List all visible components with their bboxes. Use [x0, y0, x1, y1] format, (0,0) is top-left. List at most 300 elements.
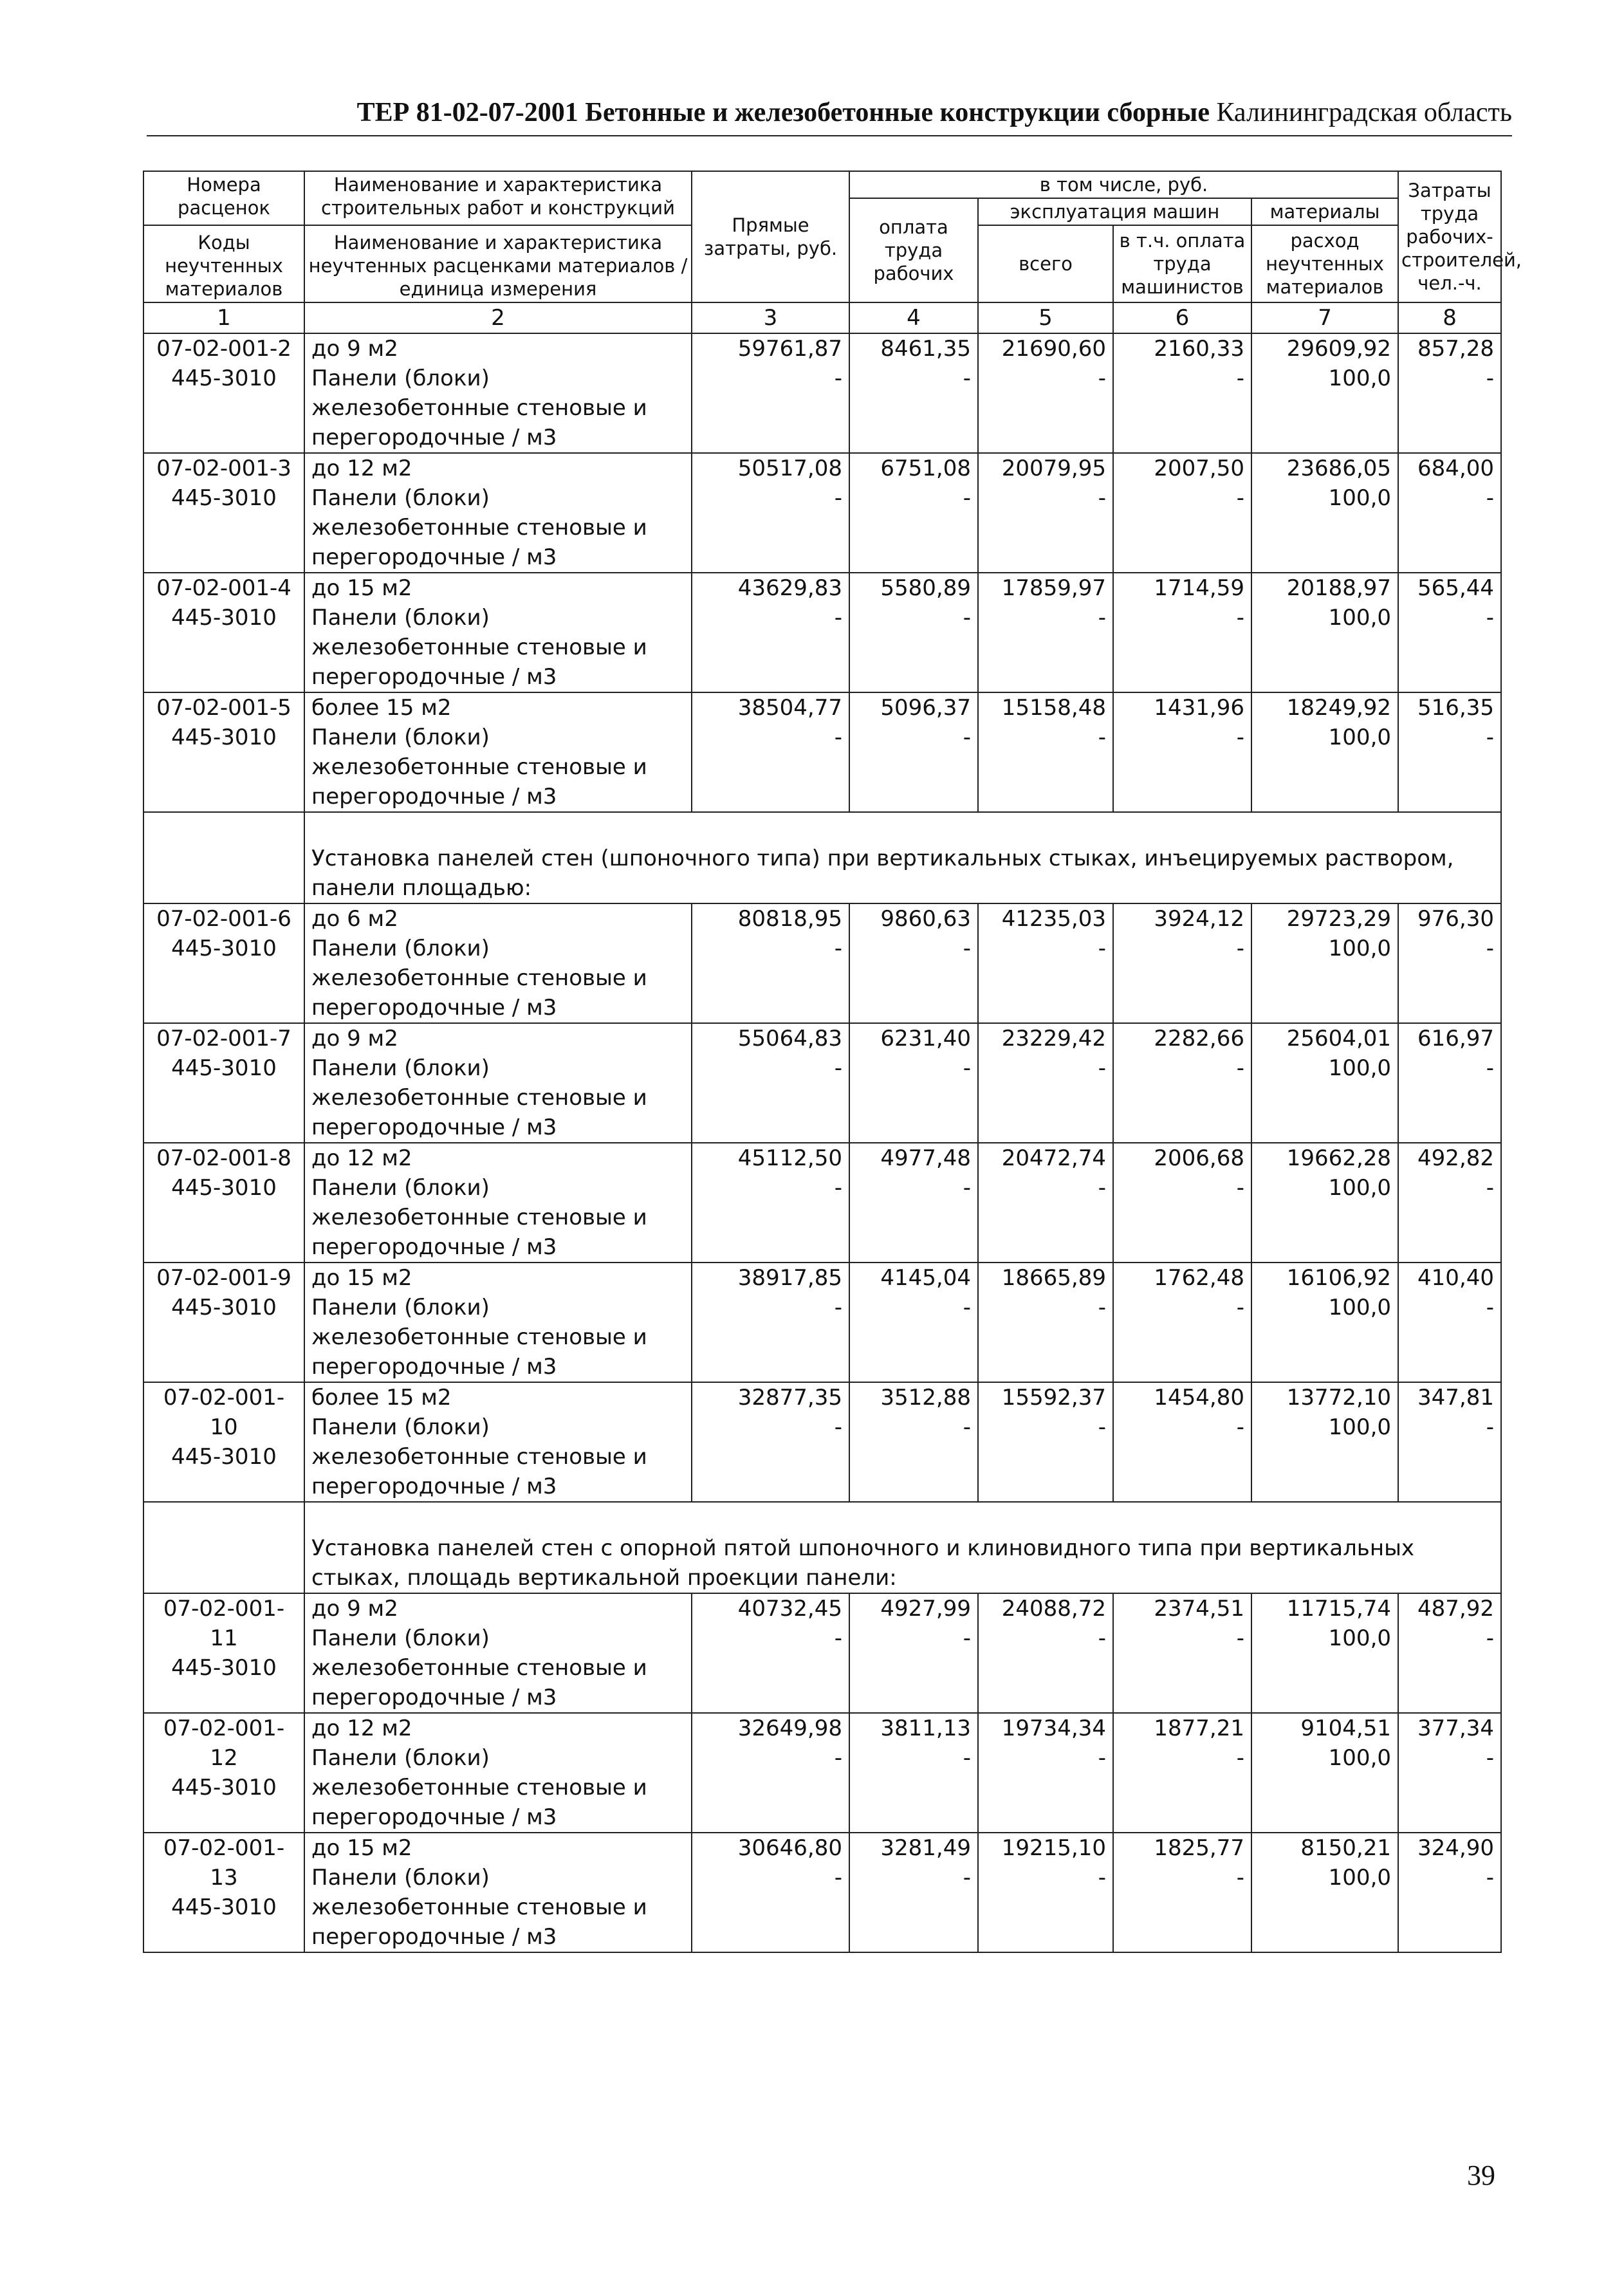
machine-wages-value: 1762,48	[1154, 1265, 1244, 1291]
material-dash: -	[963, 1745, 971, 1771]
machine-wages-value: 1454,80	[1154, 1385, 1244, 1411]
material-name-line: Панели (блоки)	[311, 605, 490, 631]
section-title: Установка панелей стен с опорной пятой шпоночного и клиновидного типа при вертикальных стыках, площадь вертикальной проекции панели:	[304, 1502, 1501, 1593]
material-dash: -	[1098, 1625, 1106, 1651]
rate-row	[143, 573, 1501, 692]
material-dash: -	[963, 1295, 971, 1320]
material-code: 445-3010	[171, 936, 277, 961]
material-dash: -	[1236, 1055, 1244, 1081]
rate-name-cell	[304, 692, 692, 812]
rate-name-cell	[304, 1382, 692, 1502]
material-code: 445-3010	[171, 365, 277, 391]
direct-costs-header: Прямые затраты, руб.	[692, 171, 849, 302]
labor-costs-value: 377,34	[1417, 1716, 1495, 1741]
material-dash: -	[1486, 725, 1495, 750]
material-dash: -	[834, 1414, 842, 1440]
material-consumption: 100,0	[1328, 936, 1392, 961]
material-name-line: Панели (блоки)	[311, 1414, 490, 1440]
direct-costs-cell	[692, 1593, 849, 1713]
material-name-line: Панели (блоки)	[311, 725, 490, 750]
material-dash: -	[1486, 1865, 1495, 1891]
direct-costs-cell	[692, 333, 849, 453]
machine-total-value: 18665,89	[1001, 1265, 1106, 1291]
machine-header: эксплуатация машин	[978, 198, 1251, 225]
material-name-line: железобетонные стеновые и	[311, 515, 647, 541]
rate-row	[143, 1263, 1501, 1382]
machine-wages-value: 2282,66	[1154, 1026, 1244, 1051]
material-dash: -	[1486, 1295, 1495, 1320]
direct-costs-value: 32877,35	[737, 1385, 842, 1411]
material-consumption: 100,0	[1328, 1295, 1392, 1320]
material-name-line: перегородочные / м3	[311, 1115, 557, 1140]
material-code: 445-3010	[171, 1295, 277, 1320]
material-name-line: перегородочные / м3	[311, 1685, 557, 1710]
material-code: 445-3010	[171, 1055, 277, 1081]
material-dash: -	[1486, 485, 1495, 511]
materials-cost-value: 23686,05	[1286, 456, 1392, 481]
rate-name-cell	[304, 333, 692, 453]
materials-cost-value: 18249,92	[1286, 695, 1392, 721]
material-name-line: перегородочные / м3	[311, 784, 557, 810]
machine-wages-value: 2374,51	[1154, 1596, 1244, 1622]
rate-name: более 15 м2	[311, 695, 452, 721]
materials-cost-value: 16106,92	[1286, 1265, 1392, 1291]
header-title: ТЕР 81-02-07-2001 Бетонные и железобетонные конструкции сборные	[356, 98, 1210, 127]
material-code: 445-3010	[171, 1655, 277, 1681]
machine-total-value: 15158,48	[1001, 695, 1106, 721]
material-dash: -	[1098, 365, 1106, 391]
rate-name-cell	[304, 1263, 692, 1382]
direct-costs-cell	[692, 1143, 849, 1263]
direct-costs-value: 30646,80	[737, 1835, 842, 1861]
wages-value: 3281,49	[880, 1835, 971, 1861]
section-title-empty	[143, 1502, 304, 1593]
material-dash: -	[1098, 1865, 1106, 1891]
materials-cost-cell	[1251, 903, 1398, 1023]
wages-value: 3811,13	[880, 1716, 971, 1741]
rate-code: 07-02-001-5	[156, 695, 291, 721]
material-dash: -	[1098, 605, 1106, 631]
wages-value: 9860,63	[880, 906, 971, 932]
rate-row	[143, 1023, 1501, 1143]
wages-value: 4145,04	[880, 1265, 971, 1291]
material-name-line: перегородочные / м3	[311, 1354, 557, 1380]
material-dash: -	[834, 1175, 842, 1201]
labor-costs-cell	[1398, 573, 1501, 692]
labor-costs-value: 616,97	[1417, 1026, 1495, 1051]
machine-wages-header: в т.ч. оплата труда машинистов	[1113, 225, 1251, 302]
material-dash: -	[963, 605, 971, 631]
table-header	[143, 171, 1522, 333]
direct-costs-value: 59761,87	[737, 336, 842, 362]
rate-code-cell	[143, 1382, 304, 1502]
material-name-line: перегородочные / м3	[311, 1924, 557, 1950]
materials-cost-value: 25604,01	[1286, 1026, 1392, 1051]
direct-costs-value: 32649,98	[737, 1716, 842, 1741]
materials-cost-value: 19662,28	[1286, 1145, 1392, 1171]
material-dash: -	[963, 1414, 971, 1440]
material-dash: -	[1236, 1175, 1244, 1201]
wages-cell	[849, 903, 978, 1023]
material-dash: -	[1098, 1295, 1106, 1320]
material-code: 445-3010	[171, 1175, 277, 1201]
machine-wages-cell	[1113, 453, 1251, 573]
material-dash: -	[1098, 1745, 1106, 1771]
direct-costs-cell	[692, 692, 849, 812]
material-name-line: перегородочные / м3	[311, 1474, 557, 1499]
rate-row	[143, 453, 1501, 573]
direct-costs-cell	[692, 1833, 849, 1952]
rate-row	[143, 1593, 1501, 1713]
material-dash: -	[1486, 1414, 1495, 1440]
material-consumption: 100,0	[1328, 725, 1392, 750]
material-code: 445-3010	[171, 1894, 277, 1920]
rate-code-cell	[143, 573, 304, 692]
rate-row	[143, 1382, 1501, 1502]
labor-costs-cell	[1398, 1593, 1501, 1713]
material-consumption: 100,0	[1328, 1414, 1392, 1440]
machine-wages-value: 1714,59	[1154, 575, 1244, 601]
material-dash: -	[1236, 1625, 1244, 1651]
material-name-line: железобетонные стеновые и	[311, 1655, 647, 1681]
machine-total-cell	[978, 453, 1113, 573]
machine-total-value: 15592,37	[1001, 1385, 1106, 1411]
section-title: Установка панелей стен (шпоночного типа) при вертикальных стыках, инъецируемых раствором, панели площадью:	[304, 812, 1501, 903]
machine-wages-value: 1877,21	[1154, 1716, 1244, 1741]
rate-row	[143, 1143, 1501, 1263]
materials-cost-value: 8150,21	[1300, 1835, 1392, 1861]
labor-costs-cell	[1398, 1382, 1501, 1502]
material-name-line: Панели (блоки)	[311, 1175, 490, 1201]
wages-value: 3512,88	[880, 1385, 971, 1411]
rate-name: до 15 м2	[311, 575, 412, 601]
wages-cell	[849, 1593, 978, 1713]
machine-wages-cell	[1113, 1143, 1251, 1263]
material-name-line: перегородочные / м3	[311, 1804, 557, 1830]
section-title-empty	[143, 812, 304, 903]
machine-wages-value: 2007,50	[1154, 456, 1244, 481]
wages-value: 5580,89	[880, 575, 971, 601]
rate-code-cell	[143, 903, 304, 1023]
material-dash: -	[834, 1295, 842, 1320]
rate-row	[143, 1833, 1501, 1952]
rate-name: до 12 м2	[311, 1145, 412, 1171]
direct-costs-cell	[692, 1382, 849, 1502]
direct-costs-value: 45112,50	[737, 1145, 842, 1171]
rate-name-cell	[304, 453, 692, 573]
machine-total-value: 41235,03	[1001, 906, 1106, 932]
name-header-bottom: Наименование и характеристика неучтенных расценками материалов / единица измерения	[304, 225, 692, 302]
column-numbers-row	[143, 302, 1501, 333]
col-number: 7	[1251, 302, 1398, 333]
wages-cell	[849, 1143, 978, 1263]
materials-cost-value: 9104,51	[1300, 1716, 1392, 1741]
page-number: 39	[1467, 2160, 1495, 2191]
rate-name: более 15 м2	[311, 1385, 452, 1411]
direct-costs-value: 50517,08	[737, 456, 842, 481]
col-number: 2	[304, 302, 692, 333]
material-dash: -	[963, 1175, 971, 1201]
machine-wages-value: 2006,68	[1154, 1145, 1244, 1171]
wages-header: оплата труда рабочих	[849, 198, 978, 302]
col-number: 4	[849, 302, 978, 333]
col-number: 5	[978, 302, 1113, 333]
wages-value: 6231,40	[880, 1026, 971, 1051]
machine-total-cell	[978, 1382, 1113, 1502]
material-consumption: 100,0	[1328, 605, 1392, 631]
material-name-line: перегородочные / м3	[311, 425, 557, 450]
col-number: 1	[143, 302, 304, 333]
machine-total-value: 17859,97	[1001, 575, 1106, 601]
labor-costs-cell	[1398, 1713, 1501, 1833]
material-dash: -	[1098, 485, 1106, 511]
material-code: 445-3010	[171, 1775, 277, 1800]
direct-costs-cell	[692, 1263, 849, 1382]
material-name-line: Панели (блоки)	[311, 1745, 490, 1771]
wages-value: 5096,37	[880, 695, 971, 721]
material-name-line: перегородочные / м3	[311, 995, 557, 1021]
material-dash: -	[834, 485, 842, 511]
material-dash: -	[834, 936, 842, 961]
materials-cost-value: 20188,97	[1286, 575, 1392, 601]
direct-costs-value: 43629,83	[737, 575, 842, 601]
rate-code: 07-02-001-11	[163, 1596, 285, 1651]
material-code: 445-3010	[171, 725, 277, 750]
rate-code-cell	[143, 333, 304, 453]
materials-cost-cell	[1251, 453, 1398, 573]
running-header	[147, 90, 1512, 136]
machine-wages-cell	[1113, 903, 1251, 1023]
machine-wages-value: 1431,96	[1154, 695, 1244, 721]
machine-total-value: 23229,42	[1001, 1026, 1106, 1051]
material-name-line: железобетонные стеновые и	[311, 1324, 647, 1350]
material-consumption: 100,0	[1328, 1055, 1392, 1081]
machine-total-cell	[978, 1713, 1113, 1833]
labor-header-unit: чел.-ч.	[1417, 272, 1482, 294]
material-dash: -	[834, 1055, 842, 1081]
rate-name: до 15 м2	[311, 1265, 412, 1291]
material-dash: -	[1486, 1625, 1495, 1651]
rate-code: 07-02-001-8	[156, 1145, 291, 1171]
materials-cost-cell	[1251, 1833, 1398, 1952]
direct-costs-value: 80818,95	[737, 906, 842, 932]
material-name-line: железобетонные стеновые и	[311, 634, 647, 660]
material-dash: -	[1236, 936, 1244, 961]
labor-costs-cell	[1398, 1023, 1501, 1143]
rate-name-cell	[304, 573, 692, 692]
machine-total-value: 21690,60	[1001, 336, 1106, 362]
material-dash: -	[1098, 725, 1106, 750]
section-title-row	[143, 1502, 1501, 1593]
material-name-line: железобетонные стеновые и	[311, 1085, 647, 1111]
materials-sub-header: расход неучтенных материалов	[1251, 225, 1398, 302]
rate-code-cell	[143, 1263, 304, 1382]
material-name-line: железобетонные стеновые и	[311, 965, 647, 991]
material-name-line: Панели (блоки)	[311, 485, 490, 511]
material-name-line: Панели (блоки)	[311, 1295, 490, 1320]
direct-costs-cell	[692, 1023, 849, 1143]
direct-costs-cell	[692, 573, 849, 692]
direct-costs-value: 38917,85	[737, 1265, 842, 1291]
direct-costs-cell	[692, 1713, 849, 1833]
rate-code: 07-02-001-7	[156, 1026, 291, 1051]
rate-name: до 12 м2	[311, 1716, 412, 1741]
machine-total-cell	[978, 1833, 1113, 1952]
section-title-row	[143, 812, 1501, 903]
rate-name: до 12 м2	[311, 456, 412, 481]
machine-total-value: 20472,74	[1001, 1145, 1106, 1171]
material-dash: -	[963, 365, 971, 391]
machine-total-cell	[978, 903, 1113, 1023]
labor-costs-value: 492,82	[1417, 1145, 1495, 1171]
codes-header-top: Номера расценок	[143, 171, 304, 225]
material-name-line: Панели (блоки)	[311, 1055, 490, 1081]
rate-code-cell	[143, 1023, 304, 1143]
material-code: 445-3010	[171, 485, 277, 511]
material-dash: -	[834, 1625, 842, 1651]
labor-costs-cell	[1398, 333, 1501, 453]
machine-wages-cell	[1113, 333, 1251, 453]
wages-cell	[849, 333, 978, 453]
wages-value: 4977,48	[880, 1145, 971, 1171]
direct-costs-value: 55064,83	[737, 1026, 842, 1051]
machine-wages-cell	[1113, 573, 1251, 692]
rate-name: до 15 м2	[311, 1835, 412, 1861]
wages-cell	[849, 1023, 978, 1143]
machine-wages-cell	[1113, 1382, 1251, 1502]
material-dash: -	[1486, 1175, 1495, 1201]
material-dash: -	[1236, 1745, 1244, 1771]
rate-code-cell	[143, 1833, 304, 1952]
direct-costs-value: 38504,77	[737, 695, 842, 721]
materials-cost-cell	[1251, 333, 1398, 453]
labor-costs-cell	[1398, 903, 1501, 1023]
materials-header: материалы	[1251, 198, 1398, 225]
material-dash: -	[834, 1865, 842, 1891]
rate-code: 07-02-001-6	[156, 906, 291, 932]
rate-code: 07-02-001-13	[163, 1835, 285, 1891]
machine-wages-cell	[1113, 692, 1251, 812]
machine-wages-value: 3924,12	[1154, 906, 1244, 932]
material-name-line: Панели (блоки)	[311, 365, 490, 391]
labor-costs-value: 565,44	[1417, 575, 1495, 601]
rate-name: до 6 м2	[311, 906, 398, 932]
wages-value: 6751,08	[880, 456, 971, 481]
material-consumption: 100,0	[1328, 365, 1392, 391]
rate-code-cell	[143, 1143, 304, 1263]
direct-costs-cell	[692, 453, 849, 573]
rate-name-cell	[304, 1143, 692, 1263]
material-dash: -	[1098, 1175, 1106, 1201]
material-dash: -	[963, 485, 971, 511]
materials-cost-cell	[1251, 1023, 1398, 1143]
rate-code: 07-02-001-10	[163, 1385, 285, 1440]
header-region: Калининградская область	[1216, 98, 1512, 127]
material-dash: -	[1236, 365, 1244, 391]
material-consumption: 100,0	[1328, 1625, 1392, 1651]
rate-code-cell	[143, 692, 304, 812]
material-name-line: перегородочные / м3	[311, 1234, 557, 1260]
rate-row	[143, 903, 1501, 1023]
rate-row	[143, 1713, 1501, 1833]
rate-code: 07-02-001-4	[156, 575, 291, 601]
machine-wages-cell	[1113, 1713, 1251, 1833]
machine-total-value: 20079,95	[1001, 456, 1106, 481]
material-code: 445-3010	[171, 1444, 277, 1470]
material-dash: -	[1236, 1295, 1244, 1320]
rate-name-cell	[304, 1023, 692, 1143]
labor-costs-cell	[1398, 1833, 1501, 1952]
machine-wages-cell	[1113, 1263, 1251, 1382]
machine-wages-cell	[1113, 1023, 1251, 1143]
material-consumption: 100,0	[1328, 1175, 1392, 1201]
material-dash: -	[834, 725, 842, 750]
materials-cost-value: 11715,74	[1286, 1596, 1392, 1622]
materials-cost-value: 29609,92	[1286, 336, 1392, 362]
rate-code-cell	[143, 1713, 304, 1833]
rate-row	[143, 333, 1501, 453]
col-number: 6	[1113, 302, 1251, 333]
material-name-line: перегородочные / м3	[311, 664, 557, 690]
materials-cost-cell	[1251, 1593, 1398, 1713]
rate-name-cell	[304, 903, 692, 1023]
materials-cost-value: 13772,10	[1286, 1385, 1392, 1411]
material-dash: -	[1098, 1414, 1106, 1440]
material-name-line: железобетонные стеновые и	[311, 1205, 647, 1230]
material-consumption: 100,0	[1328, 485, 1392, 511]
materials-cost-value: 29723,29	[1286, 906, 1392, 932]
machine-total-cell	[978, 573, 1113, 692]
rate-code-cell	[143, 1593, 304, 1713]
material-name-line: перегородочные / м3	[311, 544, 557, 570]
machine-wages-cell	[1113, 1593, 1251, 1713]
material-dash: -	[1236, 485, 1244, 511]
machine-wages-cell	[1113, 1833, 1251, 1952]
labor-costs-value: 324,90	[1417, 1835, 1495, 1861]
material-name-line: Панели (блоки)	[311, 1625, 490, 1651]
material-dash: -	[1236, 1414, 1244, 1440]
machine-total-cell	[978, 692, 1113, 812]
labor-costs-cell	[1398, 692, 1501, 812]
material-consumption: 100,0	[1328, 1865, 1392, 1891]
material-name-line: железобетонные стеновые и	[311, 1775, 647, 1800]
machine-wages-value: 2160,33	[1154, 336, 1244, 362]
wages-value: 4927,99	[880, 1596, 971, 1622]
material-dash: -	[963, 725, 971, 750]
material-dash: -	[834, 365, 842, 391]
machine-total-cell	[978, 1143, 1113, 1263]
machine-total-value: 19215,10	[1001, 1835, 1106, 1861]
material-dash: -	[1236, 605, 1244, 631]
material-name-line: железобетонные стеновые и	[311, 1444, 647, 1470]
wages-value: 8461,35	[880, 336, 971, 362]
material-dash: -	[834, 1745, 842, 1771]
labor-costs-value: 976,30	[1417, 906, 1495, 932]
materials-cost-cell	[1251, 692, 1398, 812]
wages-cell	[849, 1263, 978, 1382]
rate-name-cell	[304, 1833, 692, 1952]
labor-costs-value: 487,92	[1417, 1596, 1495, 1622]
material-name-line: железобетонные стеновые и	[311, 395, 647, 421]
labor-costs-value: 347,81	[1417, 1385, 1495, 1411]
labor-costs-cell	[1398, 1143, 1501, 1263]
machine-total-cell	[978, 1263, 1113, 1382]
col-number: 8	[1398, 302, 1501, 333]
material-code: 445-3010	[171, 605, 277, 631]
rate-name: до 9 м2	[311, 336, 398, 362]
material-dash: -	[1486, 605, 1495, 631]
labor-costs-value: 857,28	[1417, 336, 1495, 362]
